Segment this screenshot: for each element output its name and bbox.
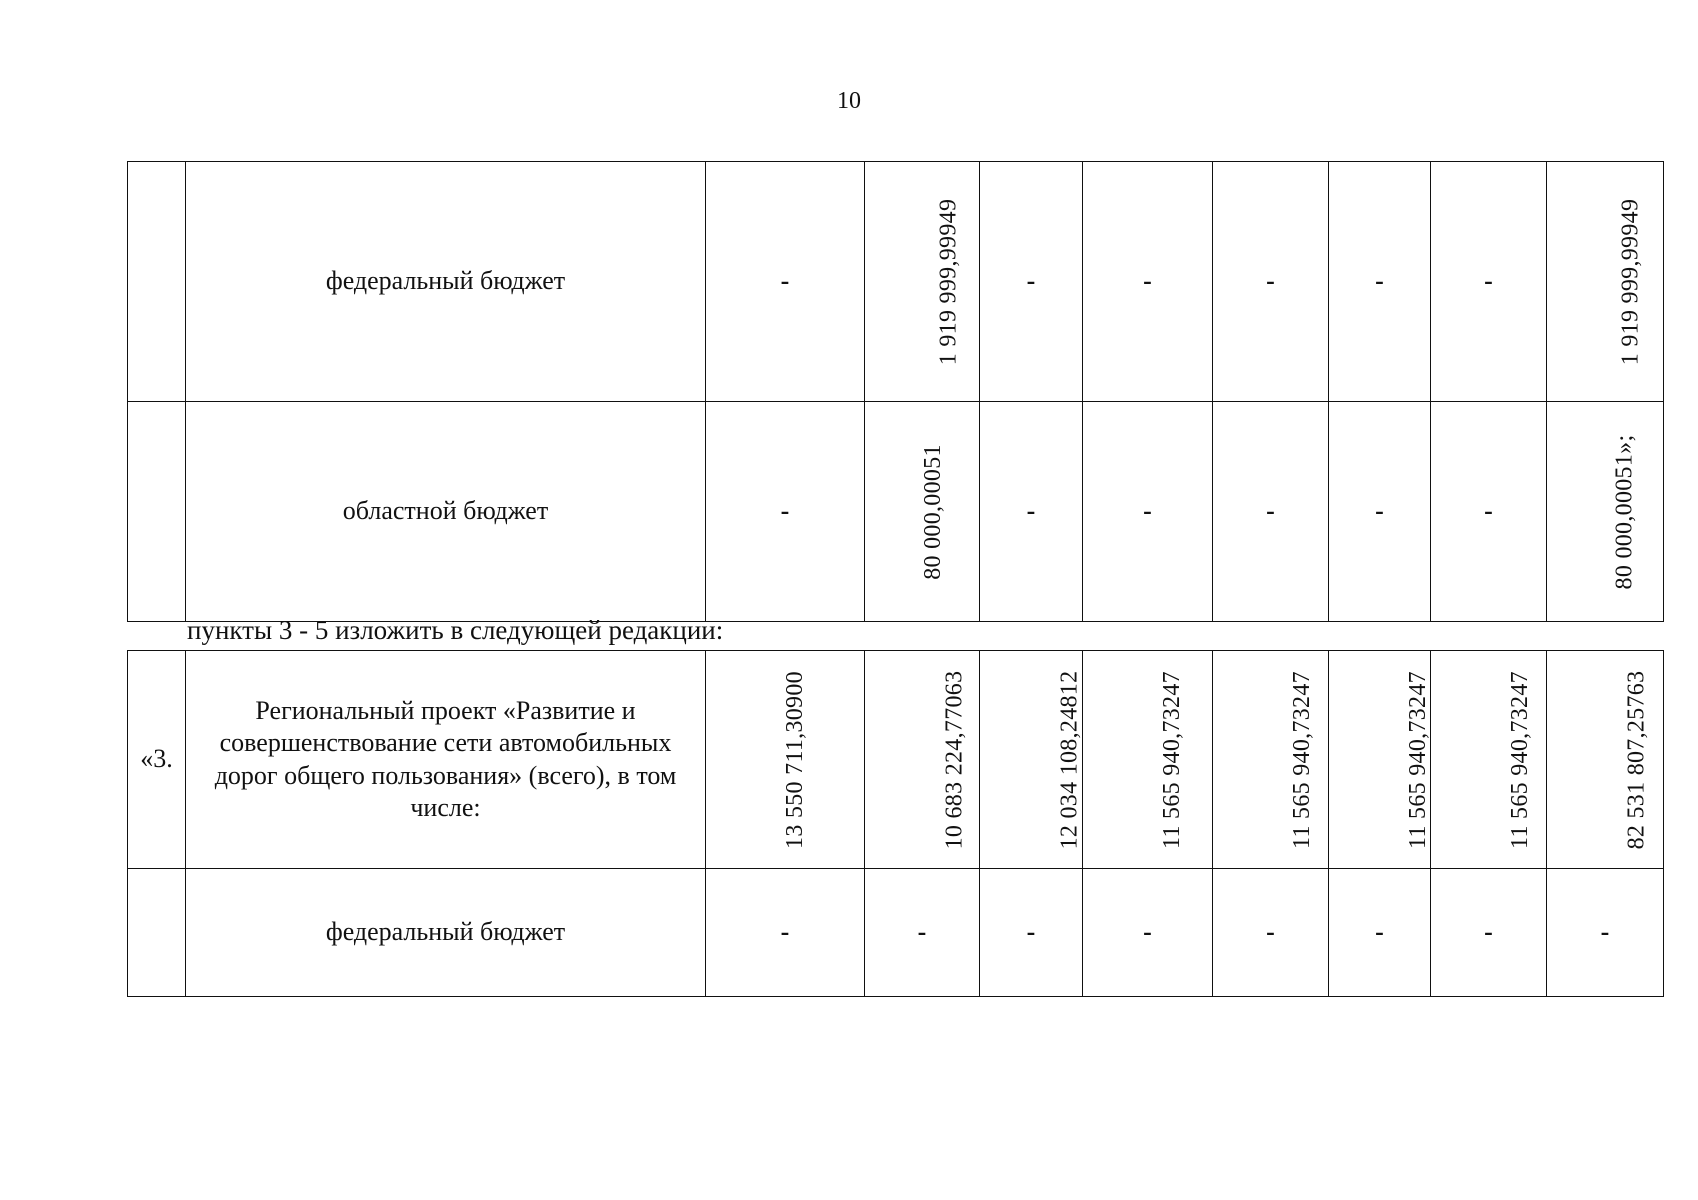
value-cell: - (1431, 402, 1547, 622)
value-cell: - (1329, 162, 1431, 402)
table-row-regional-budget (128, 402, 1664, 622)
value-text: 11 565 940,73247 (1404, 671, 1431, 850)
value-cell (706, 651, 865, 869)
row-number-cell (128, 402, 186, 622)
value-text: 13 550 711,30900 (781, 671, 808, 850)
value-cell: - (1547, 869, 1664, 997)
value-cell: - (1329, 402, 1431, 622)
budget-table-new-edition (127, 650, 1664, 997)
value-text: 1 919 999,99949 (935, 199, 962, 366)
intro-paragraph: пункты 3 - 5 изложить в следующей редакции: (187, 615, 724, 645)
value-cell (1431, 651, 1547, 869)
value-cell: - (980, 402, 1083, 622)
budget-table-continuation (127, 161, 1664, 622)
value-cell (1547, 402, 1664, 622)
value-text: 82 531 807,25763 (1623, 670, 1650, 850)
table-row-regional-project (128, 651, 1664, 869)
value-cell (1213, 651, 1329, 869)
value-cell: - (706, 162, 865, 402)
value-cell: - (980, 869, 1083, 997)
value-cell: - (1431, 162, 1547, 402)
row-label-cell: федеральный бюджет (186, 162, 706, 402)
value-text: 11 565 940,73247 (1506, 671, 1533, 850)
value-text: 80 000,00051 (919, 444, 946, 581)
row-number-cell: «3. (128, 651, 186, 869)
value-cell: - (1213, 162, 1329, 402)
value-cell: - (1083, 402, 1213, 622)
value-cell: - (1083, 869, 1213, 997)
value-cell (1547, 162, 1664, 402)
value-text: 1 919 999,99949 (1617, 199, 1644, 366)
value-cell: - (1213, 402, 1329, 622)
value-cell: - (1329, 869, 1431, 997)
value-text: 80 000,00051»; (1611, 434, 1638, 590)
value-cell: - (865, 869, 980, 997)
row-label-cell: областной бюджет (186, 402, 706, 622)
table-row-federal-budget (128, 162, 1664, 402)
value-text: 11 565 940,73247 (1158, 671, 1185, 850)
value-cell: - (1431, 869, 1547, 997)
value-cell (865, 402, 980, 622)
page-number: 10 (837, 88, 861, 114)
value-text: 10 683 224,77063 (941, 670, 968, 850)
value-text: 11 565 940,73247 (1288, 671, 1315, 850)
value-cell (1547, 651, 1664, 869)
value-cell: - (980, 162, 1083, 402)
value-text: 12 034 108,24812 (1056, 670, 1083, 850)
value-cell (865, 651, 980, 869)
value-cell (865, 162, 980, 402)
value-cell: - (706, 402, 865, 622)
row-label-cell: Региональный проект «Развитие и совершенствование сети автомобильных дорог общего пользования» (всего), в том числе: (186, 651, 706, 869)
value-cell (980, 651, 1083, 869)
value-cell (1083, 651, 1213, 869)
row-label-cell: федеральный бюджет (186, 869, 706, 997)
row-number-cell (128, 869, 186, 997)
row-number-cell (128, 162, 186, 402)
value-cell: - (1083, 162, 1213, 402)
value-cell (1329, 651, 1431, 869)
table-row-federal-budget (128, 869, 1664, 997)
value-cell: - (1213, 869, 1329, 997)
value-cell: - (706, 869, 865, 997)
